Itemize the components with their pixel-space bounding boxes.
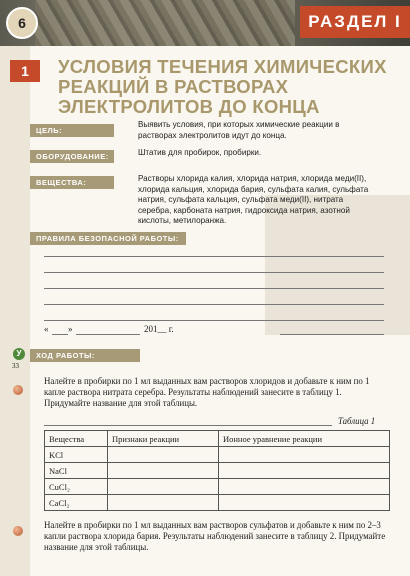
table-header-row	[45, 431, 390, 447]
table-cell-signs[interactable]	[108, 463, 219, 479]
goal-text: Выявить условия, при которых химические реакции в растворах электролитов идут до конца.	[138, 120, 340, 140]
table-header: Вещества	[45, 431, 108, 447]
goal-label: ЦЕЛЬ:	[30, 124, 114, 137]
lesson-title: УСЛОВИЯ ТЕЧЕНИЯ ХИМИЧЕСКИХ РЕАКЦИЙ В РАСТВОРАХ ЭЛЕКТРОЛИТОВ ДО КОНЦА	[58, 56, 387, 117]
table-row	[45, 479, 390, 495]
safety-line-2[interactable]	[44, 272, 384, 273]
table-cell-signs[interactable]	[108, 495, 219, 511]
table-row	[45, 447, 390, 463]
table-header: Признаки реакции	[108, 431, 219, 447]
substances-label: ВЕЩЕСТВА:	[30, 176, 114, 189]
table-cell-substance: CaCl₂	[45, 495, 108, 511]
procedure-label: ХОД РАБОТЫ:	[30, 349, 140, 362]
table-row	[45, 463, 390, 479]
lesson-number-badge: 1	[10, 60, 40, 82]
left-margin-strip	[0, 46, 30, 576]
safety-line-1[interactable]	[44, 256, 384, 257]
date-year: 201__ г.	[144, 324, 174, 334]
table-cell-signs[interactable]	[108, 479, 219, 495]
section-label: РАЗДЕЛ I	[308, 12, 402, 31]
safety-line-5[interactable]	[44, 320, 384, 321]
safety-label: ПРАВИЛА БЕЗОПАСНОЙ РАБОТЫ:	[30, 232, 186, 245]
safety-line-4[interactable]	[44, 304, 384, 305]
side-ref-marker: У	[13, 348, 25, 360]
table-cell-equation[interactable]	[219, 495, 390, 511]
signature-blank[interactable]	[280, 334, 384, 335]
side-ref-number: 33	[12, 362, 19, 370]
banner-photo	[35, 0, 295, 46]
equipment-text: Штатив для пробирок, пробирки.	[138, 148, 262, 157]
table-cell-signs[interactable]	[108, 447, 219, 463]
results-table-1	[44, 430, 390, 511]
step-bullet-1	[13, 385, 23, 395]
table-cell-equation[interactable]	[219, 447, 390, 463]
table1-caption: Таблица 1	[338, 416, 376, 426]
table-cell-equation[interactable]	[219, 463, 390, 479]
step-1-text: Налейте в пробирки по 1 мл выданных вам растворов хлоридов и добавьте к ним по 1 капле раствора нитрата серебра. Результаты наблюдений занесите в таблицу 1. Придумайте название для этой таблицы.	[44, 376, 370, 408]
page-number: 6	[6, 7, 38, 39]
table-cell-equation[interactable]	[219, 479, 390, 495]
date-close-quote: »	[68, 324, 73, 334]
step-bullet-2	[13, 526, 23, 536]
table-cell-substance: NaCl	[45, 463, 108, 479]
safety-line-3[interactable]	[44, 288, 384, 289]
date-open-quote: «	[44, 324, 49, 334]
table-cell-substance: KCl	[45, 447, 108, 463]
table-cell-substance: CuCl₂	[45, 479, 108, 495]
table-header: Ионное уравнение реакции	[219, 431, 390, 447]
date-day-blank[interactable]	[52, 334, 68, 335]
substances-text: Растворы хлорида калия, хлорида натрия, хлорида меди(II), хлорида кальция, хлорида бария, сульфата калия, сульфата натрия, сульфата кальция, сульфата меди(II), нитрата серебра, карбоната натрия, гидроксида натрия, азотной кислоты, метилоранжа.	[138, 174, 369, 225]
table1-title-blank[interactable]	[44, 425, 332, 426]
table-row	[45, 495, 390, 511]
equipment-label: ОБОРУДОВАНИЕ:	[30, 150, 114, 163]
step-2-text: Налейте в пробирки по 1 мл выданных вам растворов сульфатов и добавьте к ним по 2–3 капли раствора хлорида бария. Результаты наблюдений занесите в таблицу 2. Придумайте название для этой таблицы.	[44, 520, 386, 552]
date-month-blank[interactable]	[76, 334, 140, 335]
